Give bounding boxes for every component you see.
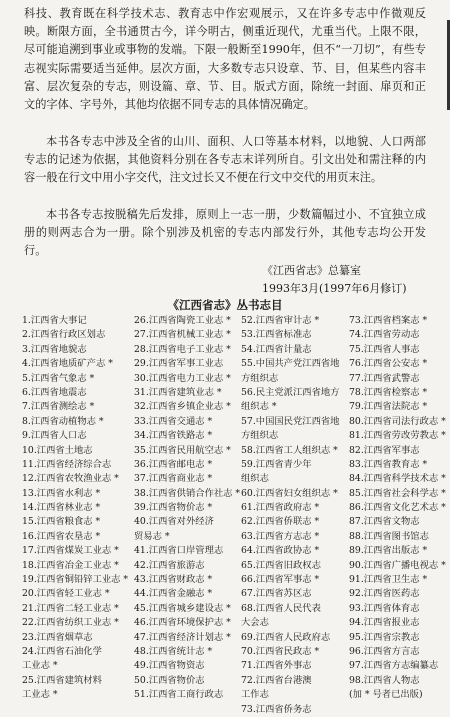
list-item: 50.江西省物价志 bbox=[134, 674, 205, 686]
list-item: 3.江西省地貌志 bbox=[22, 343, 87, 355]
list-item: 61.江西省政府志 * bbox=[241, 502, 320, 514]
list-item: 组织志 bbox=[241, 473, 269, 485]
list-item: 10.江西省土地志 bbox=[22, 444, 93, 456]
list-item: 工作志 bbox=[241, 689, 269, 701]
list-item: 96.江西省方言志 bbox=[349, 645, 420, 657]
list-item: 55.中国共产党江西省地 bbox=[241, 358, 340, 370]
list-item: 组织志 * bbox=[241, 401, 277, 413]
list-item: 35.江西省民用航空志 * bbox=[134, 444, 231, 456]
list-item: 85.江西省社会科学志 * bbox=[349, 487, 446, 499]
list-item: 工业志 * bbox=[22, 660, 58, 672]
list-item: 15.江西省粮食志 * bbox=[22, 516, 101, 528]
list-item: 47.江西省经济计划志 * bbox=[134, 631, 231, 643]
list-item: (加 * 号者已出版) bbox=[349, 689, 423, 701]
list-item: 22.江西省纺织工业志 * bbox=[22, 617, 119, 629]
list-item: 87.江西省文物志 bbox=[349, 516, 420, 528]
paragraph-publication: 本书各专志按脱稿先后发排，原则上一志一册，少数篇幅过小、不宜独立成册的则两志合为一册。除个别涉及机密的专志内部发行外，其他专志均公开发行。 bbox=[24, 208, 426, 258]
list-item: 82.江西省军事志 bbox=[349, 444, 420, 456]
list-item: 80.江西省司法行政志 * bbox=[349, 415, 446, 427]
list-item: 36.江西省邮电志 * bbox=[134, 458, 213, 470]
list-item: 93.江西省体育志 bbox=[349, 602, 420, 614]
list-item: 18.江西省冶金工业志 * bbox=[22, 559, 119, 571]
list-item: 70.江西省民政志 * bbox=[241, 645, 320, 657]
list-column-3 bbox=[241, 314, 357, 717]
list-column-4 bbox=[349, 314, 450, 703]
list-item: 1.江西省大事记 bbox=[22, 315, 87, 326]
list-item: 68.江西省人民代表 bbox=[241, 602, 321, 614]
list-item: 贸易志 * bbox=[134, 530, 170, 542]
list-item: 11.江西省经济综合志 bbox=[22, 458, 112, 470]
list-item: 91.江西省卫生志 * bbox=[349, 574, 428, 586]
list-item: 7.江西省测绘志 * bbox=[22, 401, 95, 413]
list-item: 29.江西省军事工业志 bbox=[134, 358, 224, 370]
list-item: 42.江西省旅游志 bbox=[134, 559, 205, 571]
list-item: 94.江西省报业志 bbox=[349, 617, 420, 629]
signature-date: 1993年3月(1997年6月修订) bbox=[262, 282, 407, 295]
list-item: 64.江西省政协志 * bbox=[241, 545, 320, 557]
list-item: 51.江西省工商行政志 bbox=[134, 689, 224, 701]
list-item: 34.江西省铁路志 * bbox=[134, 430, 213, 442]
list-item: 32.江西省乡镇企业志 * bbox=[134, 401, 231, 413]
list-item: 57.中国国民党江西省地 bbox=[241, 415, 340, 427]
list-item: 39.江西省物价志 * bbox=[134, 502, 213, 514]
list-item: 63.江西省方志志 * bbox=[241, 530, 320, 542]
list-item: 26.江西省陶瓷工业志 * bbox=[134, 315, 231, 326]
list-item: 92.江西省医药志 bbox=[349, 588, 420, 600]
list-item: 59.江西省青少年 bbox=[241, 458, 312, 470]
list-item: 58.江西省工人组织志 * bbox=[241, 444, 338, 456]
list-item: 21.江西省二轻工业志 * bbox=[22, 602, 119, 614]
list-item: 73.江西省档案志 * bbox=[349, 315, 428, 326]
list-item: 86.江西省文化艺术志 * bbox=[349, 502, 446, 514]
list-item: 14.江西省林业志 * bbox=[22, 502, 101, 514]
paragraph-scope: 科技、教育既在科学技术志、教育志中作宏观展示，又在许多专志中作微观反映。断限方面，全书通贯古今，详今明古，侧重近现代，尤重当代。上限不限，尽可能追溯到事业或事物的发端。下限一般断至1990年，但不“一刀切”，有些专志视实际需要适当延伸。层次方面，大多数专志只设章、节、目，但某些内容丰富、层次复杂的专志，则设篇、章、节、目。版式方面，除统一封面、扉页和正文的字体、字号外，其他均依据不同专志的具体情况确定。 bbox=[24, 7, 426, 112]
list-item: 49.江西省物资志 bbox=[134, 660, 205, 672]
list-item: 53.江西省标准志 bbox=[241, 329, 312, 341]
list-item: 88.江西省图书馆志 bbox=[349, 530, 429, 542]
list-item: 23.江西省烟草志 bbox=[22, 631, 93, 643]
list-item: 2.江西省行政区划志 bbox=[22, 329, 106, 341]
list-item: 17.江西省煤炭工业志 * bbox=[22, 545, 119, 557]
list-item: 31.江西省建筑业志 * bbox=[134, 386, 222, 398]
list-item: 66.江西省军事志 * bbox=[241, 574, 320, 586]
list-item: 12.江西省农牧渔业志 * bbox=[22, 473, 119, 485]
list-item: 77.江西省武警志 bbox=[349, 372, 420, 384]
list-item: 19.江西省铜铅锌工业志 * bbox=[22, 574, 129, 586]
list-item: 60.江西省妇女组织志 * bbox=[241, 487, 338, 499]
list-item: 62.江西省侨联志 * bbox=[241, 516, 320, 528]
list-column-2 bbox=[134, 314, 250, 703]
signature-org: 《江西省志》总纂室 bbox=[262, 264, 361, 277]
list-item: 79.江西省法院志 * bbox=[349, 401, 428, 413]
list-item: 9.江西省人口志 bbox=[22, 430, 87, 442]
list-item: 38.江西省供销合作社志 * bbox=[134, 487, 241, 499]
list-item: 56.民主党派江西省地方 bbox=[241, 386, 340, 398]
list-item: 78.江西省检察志 * bbox=[349, 386, 428, 398]
list-item: 8.江西省动植物志 * bbox=[22, 415, 104, 427]
list-item: 95.江西省宗教志 bbox=[349, 631, 420, 643]
list-item: 25.江西省建筑材料 bbox=[22, 674, 102, 686]
list-item: 52.江西省审计志 * bbox=[241, 315, 320, 326]
list-item: 27.江西省机械工业志 * bbox=[134, 329, 231, 341]
list-item: 73.江西省侨务志 bbox=[241, 703, 312, 715]
list-item: 69.江西省人民政府志 bbox=[241, 631, 331, 643]
list-title: 《江西省志》丛书志目 bbox=[167, 298, 283, 312]
list-item: 76.江西省公安志 * bbox=[349, 358, 428, 370]
list-item: 71.江西省外事志 bbox=[241, 660, 312, 672]
list-item: 16.江西省农垦志 * bbox=[22, 530, 101, 542]
list-column-1 bbox=[22, 314, 138, 703]
list-item: 44.江西省金融志 * bbox=[134, 588, 213, 600]
list-item: 40.江西省对外经济 bbox=[134, 516, 214, 528]
list-item: 方组织志 bbox=[241, 430, 279, 442]
list-item: 5.江西省气象志 * bbox=[22, 372, 95, 384]
list-item: 89.江西省出版志 * bbox=[349, 545, 428, 557]
list-item: 24.江西省石油化学 bbox=[22, 645, 102, 657]
list-item: 工业志 * bbox=[22, 689, 58, 701]
list-item: 4.江西省地质矿产志 * bbox=[22, 358, 113, 370]
list-item: 20.江西省轻工业志 * bbox=[22, 588, 110, 600]
list-item: 75.江西省人事志 bbox=[349, 343, 420, 355]
list-item: 67.江西省苏区志 bbox=[241, 588, 312, 600]
list-item: 97.江西省方志编纂志 bbox=[349, 660, 439, 672]
list-item: 大会志 bbox=[241, 617, 269, 629]
list-item: 6.江西省地震志 bbox=[22, 386, 87, 398]
list-item: 65.江西省旧政权志 bbox=[241, 559, 321, 571]
list-item: 98.江西省人物志 bbox=[349, 674, 420, 686]
list-item: 30.江西省电力工业志 * bbox=[134, 372, 231, 384]
list-item: 46.江西省环境保护志 * bbox=[134, 617, 231, 629]
list-item: 13.江西省水利志 * bbox=[22, 487, 101, 499]
list-item: 72.江西省台港澳 bbox=[241, 674, 312, 686]
list-item: 83.江西省教育志 * bbox=[349, 458, 428, 470]
list-item: 74.江西省劳动志 bbox=[349, 329, 420, 341]
list-item: 28.江西省电子工业志 * bbox=[134, 343, 231, 355]
list-item: 33.江西省交通志 * bbox=[134, 415, 213, 427]
paragraph-materials: 本书各专志中涉及全省的山川、面积、人口等基本材料，以地貌、人口两部专志的记述为依据，其他资料分别在各专志末详列所自。引文出处和需注释的内容一般在行文中用小字交代，注文过长又不便在行文中交代的用页末注。 bbox=[24, 135, 426, 185]
list-item: 54.江西省计量志 bbox=[241, 343, 312, 355]
list-item: 48.江西省统计志 * bbox=[134, 645, 213, 657]
list-item: 90.江西省广播电视志 * bbox=[349, 559, 446, 571]
list-item: 方组织志 bbox=[241, 372, 279, 384]
list-item: 45.江西省城乡建设志 * bbox=[134, 602, 231, 614]
list-item: 41.江西省口岸管理志 bbox=[134, 545, 224, 557]
list-item: 81.江西省劳改劳教志 * bbox=[349, 430, 446, 442]
list-item: 84.江西省科学技术志 * bbox=[349, 473, 446, 485]
list-item: 37.江西省商业志 * bbox=[134, 473, 213, 485]
list-item: 43.江西省财政志 * bbox=[134, 574, 213, 586]
